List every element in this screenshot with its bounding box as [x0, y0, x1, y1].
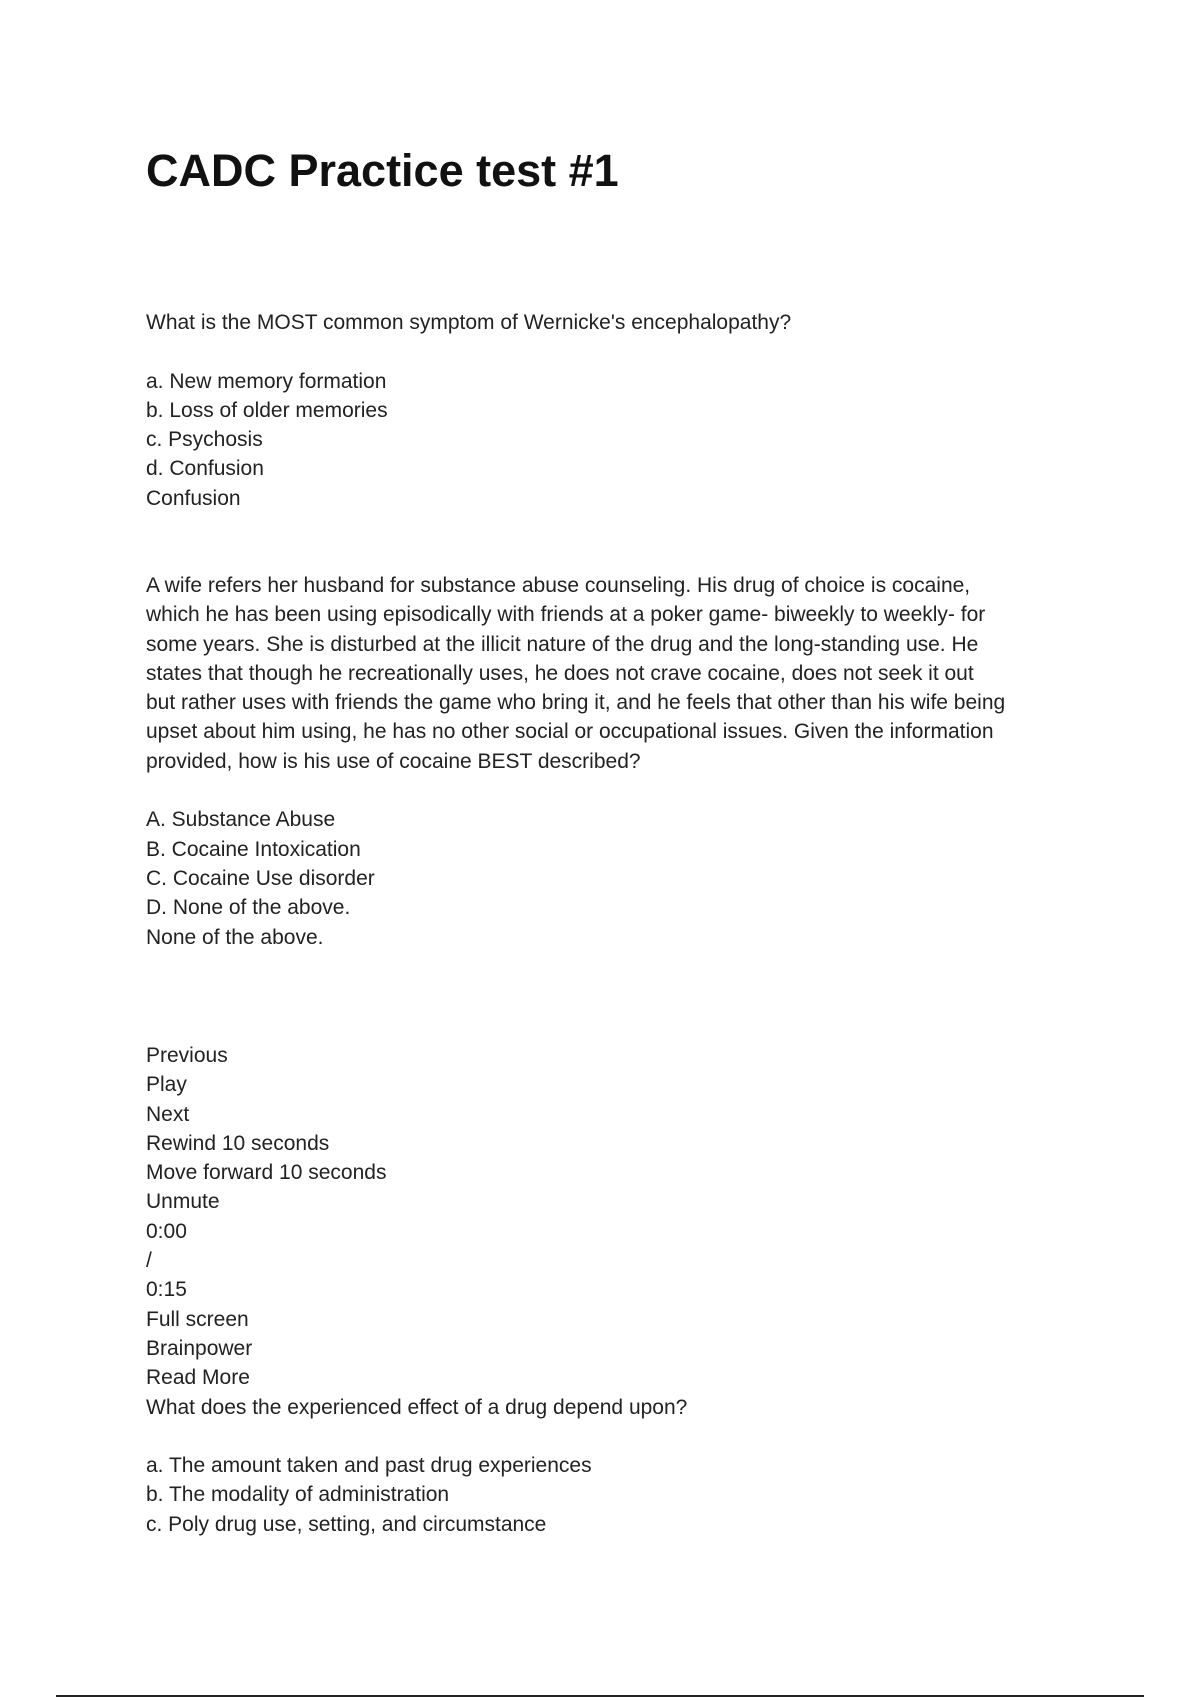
- read-more-link[interactable]: Read More: [146, 1366, 250, 1390]
- duration: 0:15: [146, 1278, 187, 1302]
- question-3-option-b: b. The modality of administration: [146, 1483, 450, 1507]
- question-2-option-a: A. Substance Abuse: [146, 808, 336, 832]
- question-3-option-c: c. Poly drug use, setting, and circumstance: [146, 1512, 547, 1536]
- question-2-option-b: B. Cocaine Intoxication: [146, 837, 361, 861]
- question-2-prompt-line: provided, how is his use of cocaine BEST described?: [146, 749, 641, 773]
- question-2-prompt-line: upset about him using, he has no other social or occupational issues. Given the information: [146, 720, 994, 744]
- rewind-button[interactable]: Rewind 10 seconds: [146, 1131, 330, 1155]
- question-2-answer: None of the above.: [146, 925, 324, 949]
- question-2-option-d: D. None of the above.: [146, 896, 351, 920]
- time-separator: /: [146, 1249, 152, 1273]
- question-1-option-a: a. New memory formation: [146, 369, 387, 393]
- brand-label: Brainpower: [146, 1336, 253, 1360]
- media-player-text: [146, 1041, 1066, 1539]
- question-3-prompt: What does the experienced effect of a drug depend upon?: [146, 1395, 688, 1419]
- question-1-option-c: c. Psychosis: [146, 428, 263, 452]
- next-button[interactable]: Next: [146, 1102, 190, 1126]
- question-2-prompt-line: states that though he recreationally uses, he does not crave cocaine, does not seek it out: [146, 661, 974, 685]
- question-2-prompt-line: A wife refers her husband for substance abuse counseling. His drug of choice is cocaine,: [146, 574, 971, 597]
- question-2-option-c: C. Cocaine Use disorder: [146, 866, 375, 890]
- fullscreen-button[interactable]: Full screen: [146, 1307, 249, 1331]
- page-title: CADC Practice test #1: [146, 145, 619, 196]
- question-3-option-a: a. The amount taken and past drug experiences: [146, 1454, 592, 1478]
- page-bottom-divider: [56, 1695, 1144, 1697]
- question-2-prompt-line: but rather uses with friends the game who bring it, and he feels that other than his wife being: [146, 691, 1006, 715]
- question-1-option-d: d. Confusion: [146, 457, 264, 481]
- current-time: 0:00: [146, 1219, 187, 1243]
- question-2-prompt-line: some years. She is disturbed at the illicit nature of the drug and the long-standing use. He: [146, 632, 979, 656]
- previous-button[interactable]: Previous: [146, 1044, 228, 1067]
- question-2-prompt-line: which he has been using episodically with friends at a poker game- biweekly to weekly- for: [146, 603, 986, 627]
- forward-button[interactable]: Move forward 10 seconds: [146, 1161, 387, 1185]
- unmute-button[interactable]: Unmute: [146, 1190, 220, 1214]
- question-1: [146, 308, 1066, 513]
- question-1-answer: Confusion: [146, 486, 241, 510]
- question-1-option-b: b. Loss of older memories: [146, 398, 388, 422]
- question-1-prompt: What is the MOST common symptom of Wernicke's encephalopathy?: [146, 311, 792, 334]
- question-2: [146, 571, 1066, 952]
- play-button[interactable]: Play: [146, 1073, 187, 1097]
